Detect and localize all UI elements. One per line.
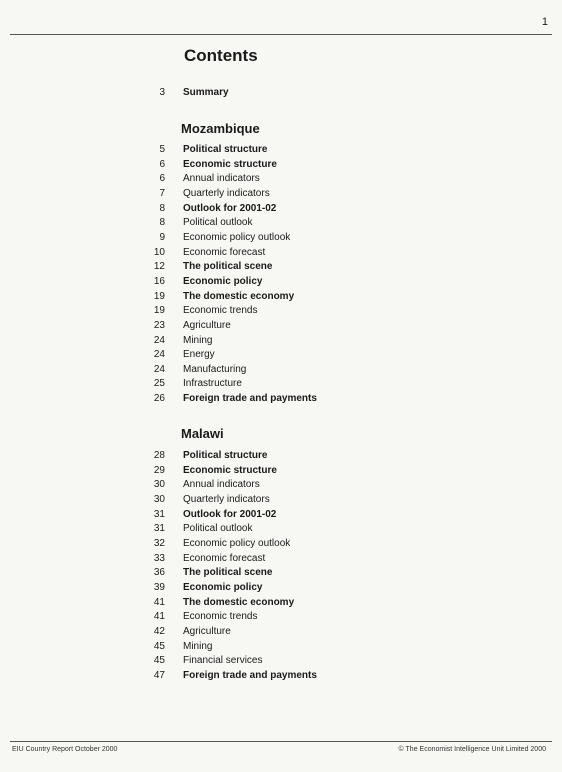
toc-page-number: 24: [153, 349, 165, 361]
footer-left: EIU Country Report October 2000: [12, 746, 118, 753]
toc-entry[interactable]: [0, 552, 562, 566]
toc-entry[interactable]: [0, 640, 562, 654]
toc-entry[interactable]: [0, 319, 562, 333]
toc-entry[interactable]: [0, 216, 562, 230]
toc-page-number: 30: [153, 493, 165, 505]
toc-page-number: 39: [153, 581, 165, 593]
toc-page-number: 36: [153, 567, 165, 579]
toc-entry[interactable]: [0, 449, 562, 463]
toc-page-number: 26: [153, 393, 165, 405]
toc-page-number: 32: [153, 537, 165, 549]
toc-page-number: 31: [153, 508, 165, 520]
toc-entry[interactable]: [0, 537, 562, 551]
toc-page-number: 3: [159, 87, 165, 98]
toc-page-number: 16: [153, 275, 165, 287]
toc-page-number: 8: [159, 202, 165, 214]
bottom-rule: [10, 741, 552, 742]
section-heading: Mozambique: [181, 121, 260, 136]
toc-entry-title: Annual indicators: [183, 479, 260, 491]
toc-page-number: 24: [153, 363, 165, 375]
toc-entry-title: Agriculture: [183, 625, 231, 637]
toc-entry-title: Annual indicators: [183, 173, 260, 185]
toc-page-number: 47: [153, 669, 165, 681]
toc-entry-title: Political structure: [183, 144, 268, 155]
toc-page-number: 7: [159, 187, 165, 199]
toc-entry-title: The political scene: [183, 261, 273, 273]
toc-entry[interactable]: [0, 231, 562, 245]
toc-entry-title: Mining: [183, 640, 213, 652]
toc-entry[interactable]: [0, 172, 562, 186]
toc-entry-title: Outlook for 2001-02: [183, 202, 277, 214]
toc-entry[interactable]: [0, 625, 562, 639]
toc-entry-title: Economic policy: [183, 581, 263, 593]
toc-page-number: 8: [159, 217, 165, 229]
toc-entry[interactable]: [0, 669, 562, 683]
toc-page-number: 30: [153, 479, 165, 491]
toc-page-number: 19: [153, 305, 165, 317]
toc-entry[interactable]: [0, 522, 562, 536]
toc-page-number: 29: [153, 464, 165, 476]
toc-entry[interactable]: [0, 260, 562, 274]
toc-page-number: 41: [153, 611, 165, 623]
toc-entry[interactable]: [0, 202, 562, 216]
toc-page-number: 6: [159, 158, 165, 170]
toc-entry-title: Political outlook: [183, 523, 253, 535]
toc-entry[interactable]: [0, 377, 562, 391]
toc-entry-title: Infrastructure: [183, 378, 242, 390]
toc-entry[interactable]: [0, 304, 562, 318]
toc-page-number: 33: [153, 552, 165, 564]
toc-entry[interactable]: [0, 246, 562, 260]
toc-entry-title: Economic policy outlook: [183, 231, 291, 243]
page-title: Contents: [184, 46, 258, 65]
toc-page-number: 6: [159, 173, 165, 185]
toc-page-number: 42: [153, 625, 165, 637]
page-number: 1: [541, 16, 548, 28]
toc-entry-title: Manufacturing: [183, 363, 247, 375]
toc-entry-title: Energy: [183, 349, 215, 361]
toc-entry[interactable]: [0, 392, 562, 406]
toc-entry[interactable]: [0, 334, 562, 348]
toc-entry-title: Mining: [183, 334, 213, 346]
toc-entry-title: The political scene: [183, 567, 273, 579]
toc-entry-title: Political outlook: [183, 217, 253, 229]
toc-entry-title: Agriculture: [183, 319, 231, 331]
toc-entry[interactable]: [0, 508, 562, 522]
toc-entry[interactable]: [0, 581, 562, 595]
toc-entry[interactable]: [0, 478, 562, 492]
toc-entry[interactable]: [0, 363, 562, 377]
toc-entry[interactable]: [0, 654, 562, 668]
top-rule: [10, 34, 552, 35]
toc-entry[interactable]: [0, 610, 562, 624]
toc-page-number: 5: [159, 144, 165, 155]
toc-page-number: 41: [153, 596, 165, 608]
toc-entry-title: Economic forecast: [183, 552, 266, 564]
toc-entry-title: Economic forecast: [183, 246, 266, 258]
toc-entry-title: Economic policy: [183, 275, 263, 287]
toc-entry[interactable]: [0, 275, 562, 289]
toc-entry-title: Quarterly indicators: [183, 187, 270, 199]
toc-page-number: 45: [153, 655, 165, 667]
toc-entry[interactable]: [0, 566, 562, 580]
toc-entry-title: Economic structure: [183, 464, 277, 476]
toc-page-number: 12: [153, 261, 165, 273]
toc-page-number: 25: [153, 378, 165, 390]
toc-entry[interactable]: [0, 493, 562, 507]
toc-entry-title: The domestic economy: [183, 290, 295, 302]
toc-entry[interactable]: [0, 158, 562, 172]
toc-page-number: 24: [153, 334, 165, 346]
toc-page-number: 10: [153, 246, 165, 258]
toc-page-number: 45: [153, 640, 165, 652]
toc-entry[interactable]: [0, 143, 562, 157]
toc-entry-title: Economic policy outlook: [183, 537, 291, 549]
footer-right: © The Economist Intelligence Unit Limited 2000: [398, 746, 546, 753]
toc-entry-title: Foreign trade and payments: [183, 669, 317, 681]
toc-entry-title: Outlook for 2001-02: [183, 508, 277, 520]
toc-entry[interactable]: [0, 464, 562, 478]
section-heading: Malawi: [181, 426, 224, 441]
toc-page-number: 19: [153, 290, 165, 302]
toc-page-number: 28: [153, 450, 165, 461]
toc-entry[interactable]: [0, 348, 562, 362]
toc-entry-title: Foreign trade and payments: [183, 393, 317, 405]
toc-entry-title: The domestic economy: [183, 596, 295, 608]
toc-entry[interactable]: [0, 290, 562, 304]
toc-entry-title: Economic trends: [183, 611, 258, 623]
toc-entry-title: Summary: [183, 87, 229, 98]
toc-page-number: 23: [153, 319, 165, 331]
toc-entry-title: Financial services: [183, 655, 263, 667]
toc-entry[interactable]: [0, 596, 562, 610]
toc-entry-title: Economic trends: [183, 305, 258, 317]
toc-page-number: 9: [159, 231, 165, 243]
toc-entry-title: Economic structure: [183, 158, 277, 170]
toc-page-number: 31: [153, 523, 165, 535]
toc-entry-title: Political structure: [183, 450, 268, 461]
toc-entry[interactable]: [0, 86, 562, 100]
toc-entry-title: Quarterly indicators: [183, 493, 270, 505]
toc-entry[interactable]: [0, 187, 562, 201]
